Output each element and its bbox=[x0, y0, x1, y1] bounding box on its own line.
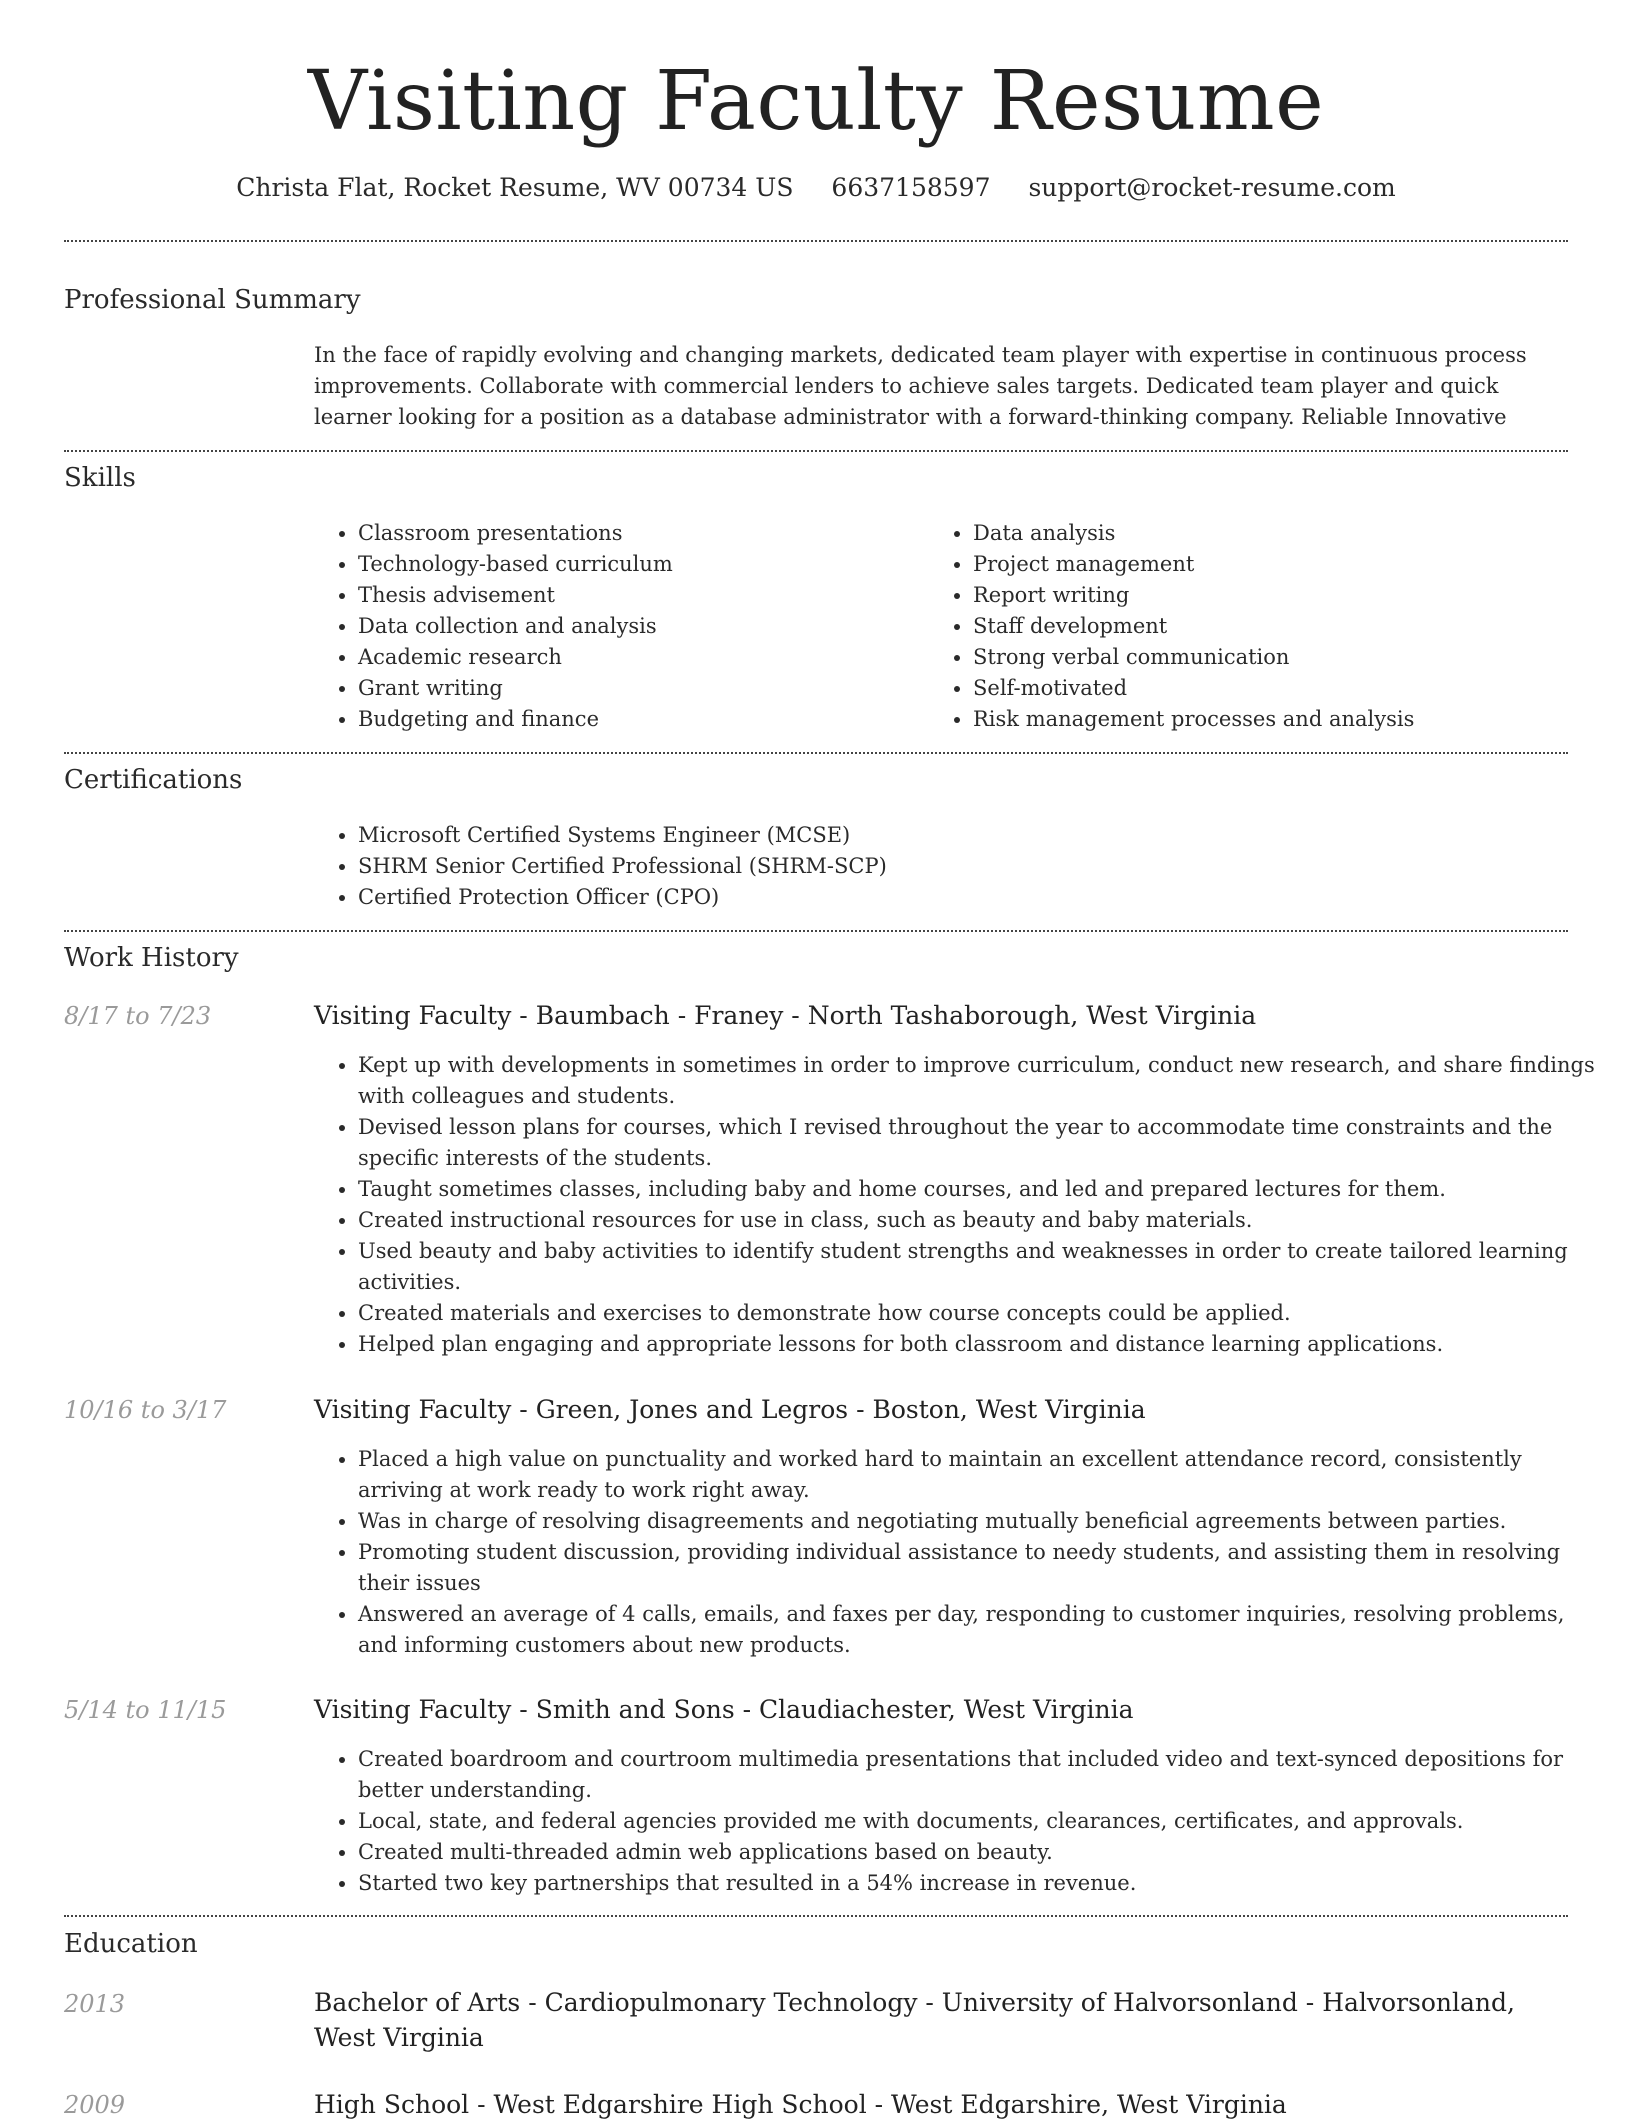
divider bbox=[64, 930, 1568, 932]
certification-item: • SHRM Senior Certified Professional (SHRM-SCP) bbox=[358, 851, 1558, 882]
certifications-list bbox=[314, 820, 1558, 913]
job-bullet: • Used beauty and baby activities to identify student strengths and weaknesses in order to create tailored learning activities. bbox=[358, 1236, 1608, 1298]
job-bullet: • Devised lesson plans for courses, which I revised throughout the year to accommodate time constraints and the specific interests of the students. bbox=[358, 1112, 1608, 1174]
skill-item: • Technology-based curriculum bbox=[358, 549, 918, 580]
job-dates: 5/14 to 11/15 bbox=[64, 1696, 227, 1724]
job-bullet: • Created multi-threaded admin web applications based on beauty. bbox=[358, 1837, 1608, 1868]
job-bullet: • Taught sometimes classes, including baby and home courses, and led and prepared lectures for them. bbox=[358, 1174, 1608, 1205]
skills-list-right bbox=[929, 518, 1593, 735]
skill-item: • Grant writing bbox=[358, 673, 918, 704]
job-bullet: • Created instructional resources for use in class, such as beauty and baby materials. bbox=[358, 1205, 1608, 1236]
contact-address: Christa Flat, Rocket Resume, WV 00734 US bbox=[236, 173, 794, 202]
section-heading-certifications: Certifications bbox=[64, 765, 243, 795]
divider bbox=[64, 240, 1568, 242]
skills-list-left bbox=[314, 518, 918, 735]
section-heading-skills: Skills bbox=[64, 463, 136, 493]
job-bullet: • Started two key partnerships that resulted in a 54% increase in revenue. bbox=[358, 1868, 1608, 1899]
skill-item: • Report writing bbox=[973, 580, 1593, 611]
job-title: Visiting Faculty - Green, Jones and Legros - Boston, West Virginia bbox=[314, 1395, 1146, 1424]
certification-item: • Microsoft Certified Systems Engineer (MCSE) bbox=[358, 820, 1558, 851]
divider bbox=[64, 450, 1568, 452]
skill-item: • Budgeting and finance bbox=[358, 704, 918, 735]
summary-text: In the face of rapidly evolving and changing markets, dedicated team player with expertise in continuous process improvements. Collaborate with commercial lenders to achieve sales targets. Dedicated team player and quick learner looking for a position as a database administrator with a forward-thinking company. Reliable Innovative bbox=[314, 343, 1527, 429]
job-bullet: • Was in charge of resolving disagreements and negotiating mutually beneficial agreements between parties. bbox=[358, 1506, 1608, 1537]
job-dates: 8/17 to 7/23 bbox=[64, 1002, 212, 1030]
education-year: 2013 bbox=[64, 1990, 126, 2018]
job-bullets bbox=[314, 1744, 1608, 1899]
job-bullet: • Kept up with developments in sometimes in order to improve curriculum, conduct new research, and share findings with colleagues and students. bbox=[358, 1050, 1608, 1112]
education-year: 2009 bbox=[64, 2091, 126, 2119]
skill-item: • Project management bbox=[973, 549, 1593, 580]
job-bullet: • Helped plan engaging and appropriate lessons for both classroom and distance learning applications. bbox=[358, 1329, 1608, 1360]
job-dates: 10/16 to 3/17 bbox=[64, 1396, 227, 1424]
education-title: Bachelor of Arts - Cardiopulmonary Technology - University of Halvorsonland - Halvorsonland, West Virginia bbox=[314, 1988, 1515, 2052]
job-bullet: • Placed a high value on punctuality and worked hard to maintain an excellent attendance record, consistently arriving at work ready to work right away. bbox=[358, 1444, 1608, 1506]
skill-item: • Academic research bbox=[358, 642, 918, 673]
job-bullet: • Answered an average of 4 calls, emails, and faxes per day, responding to customer inquiries, resolving problems, and informing customers about new products. bbox=[358, 1599, 1608, 1661]
skill-item: • Risk management processes and analysis bbox=[973, 704, 1593, 735]
job-bullet: • Created materials and exercises to demonstrate how course concepts could be applied. bbox=[358, 1298, 1608, 1329]
section-heading-summary: Professional Summary bbox=[64, 285, 361, 315]
job-bullets bbox=[314, 1444, 1608, 1661]
divider bbox=[64, 752, 1568, 754]
skill-item: • Data collection and analysis bbox=[358, 611, 918, 642]
section-heading-work-history: Work History bbox=[64, 943, 239, 973]
section-heading-education: Education bbox=[64, 1929, 198, 1959]
contact-email: support@rocket-resume.com bbox=[1028, 173, 1396, 202]
job-bullet: • Created boardroom and courtroom multimedia presentations that included video and text-synced depositions for better understanding. bbox=[358, 1744, 1608, 1806]
skill-item: • Self-motivated bbox=[973, 673, 1593, 704]
skill-item: • Classroom presentations bbox=[358, 518, 918, 549]
job-bullet: • Promoting student discussion, providing individual assistance to needy students, and assisting them in resolving their issues bbox=[358, 1537, 1608, 1599]
education-title: High School - West Edgarshire High School - West Edgarshire, West Virginia bbox=[314, 2090, 1287, 2119]
contact-phone: 6637158597 bbox=[831, 173, 991, 202]
skill-item: • Staff development bbox=[973, 611, 1593, 642]
contact-line bbox=[0, 170, 1632, 206]
job-bullet: • Local, state, and federal agencies provided me with documents, clearances, certificates, and approvals. bbox=[358, 1806, 1608, 1837]
skill-item: • Thesis advisement bbox=[358, 580, 918, 611]
job-title: Visiting Faculty - Baumbach - Franey - North Tashaborough, West Virginia bbox=[314, 1001, 1257, 1030]
certification-item: • Certified Protection Officer (CPO) bbox=[358, 882, 1558, 913]
job-title: Visiting Faculty - Smith and Sons - Claudiachester, West Virginia bbox=[314, 1695, 1134, 1724]
skill-item: • Data analysis bbox=[973, 518, 1593, 549]
job-bullets bbox=[314, 1050, 1608, 1360]
divider bbox=[64, 1915, 1568, 1917]
resume-title: Visiting Faculty Resume bbox=[307, 54, 1325, 149]
skill-item: • Strong verbal communication bbox=[973, 642, 1593, 673]
